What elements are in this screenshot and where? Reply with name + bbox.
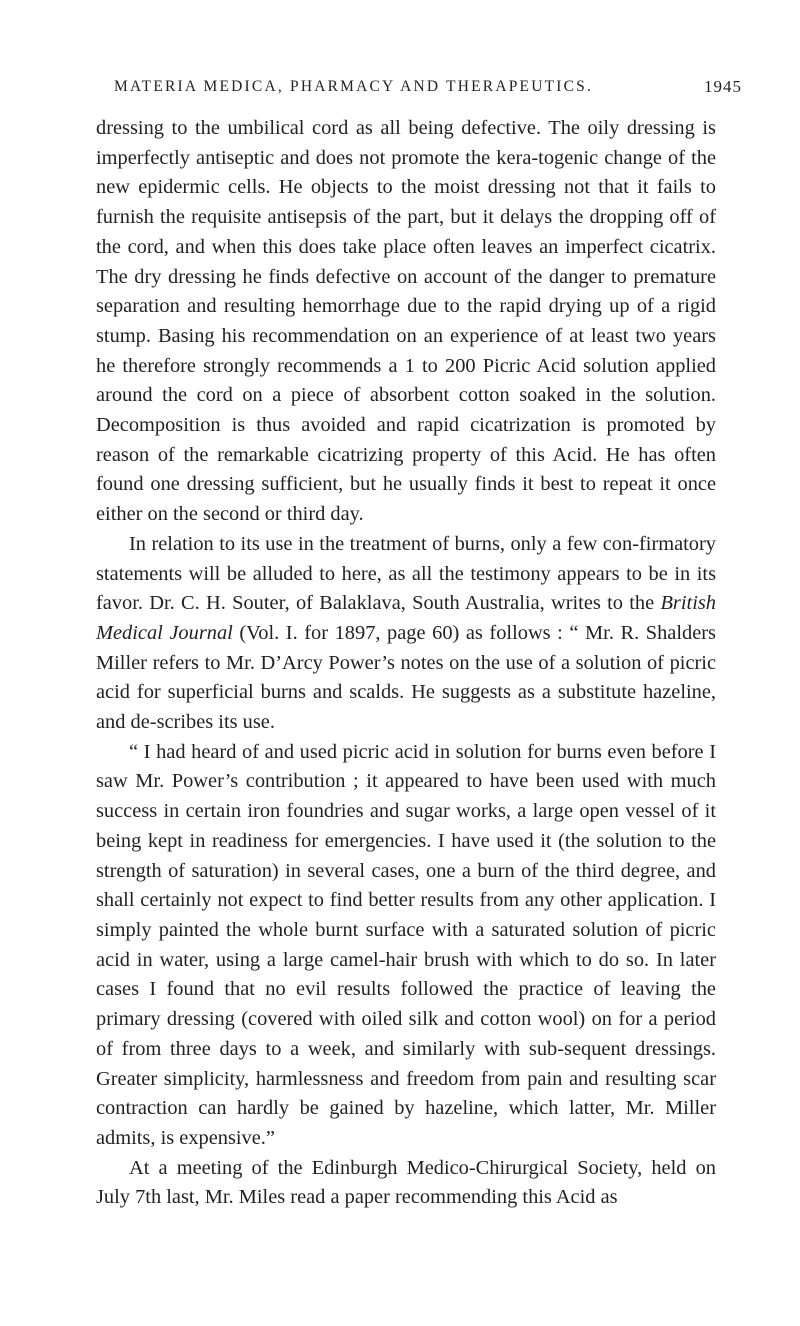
document-page xyxy=(96,72,742,1213)
paragraph-quotation: “ I had heard of and used picric acid in solution for burns even before I saw Mr. Power’s contribution ; it appeared to have been used with much success in certain iron foundries and sugar works, a large open vessel of it being kept in readiness for emergencies. I have used it (the solution to the strength of saturation) in several cases, one a burn of the third degree, and shall certainly not expect to find better results from any other application. I simply painted the whole burnt surface with a saturated solution of picric acid in water, using a large camel-hair brush with which to do so. In later cases I found that no evil results followed the practice of leaving the primary dressing (covered with oiled silk and cotton wool) on for a period of from three days to a week, and similarly with sub-sequent dressings. Greater simplicity, harmlessness and freedom from pain and resulting scar contraction can hardly be gained by hazeline, which latter, Mr. Miller admits, is expensive.” xyxy=(96,740,716,1149)
running-head-title: MATERIA MEDICA, PHARMACY AND THERAPEUTICS. xyxy=(114,78,594,95)
running-head xyxy=(96,72,742,108)
paragraph-burns-before: In relation to its use in the treatment of burns, only a few con-firmatory statements will be alluded to here, as all the testimony appears to be in its favor. Dr. C. H. Souter, of Balaklava, South Australia, writes to the xyxy=(96,532,716,615)
paragraph-burns-after: (Vol. I. for 1897, page 60) as follows : “ Mr. R. Shalders Miller refers to Mr. D’Arcy Power’s notes on the use of a solution of picric acid for superficial burns and scalds. He suggests as a substitute hazeline, and de-scribes its use. xyxy=(96,621,716,734)
page-number: 1945 xyxy=(704,77,742,96)
journal-title: British Medical Journal xyxy=(96,592,716,644)
body-text xyxy=(96,114,716,1213)
paragraph-umbilical-cord: dressing to the umbilical cord as all being defective. The oily dressing is imperfectly antiseptic and does not promote the kera-togenic change of the new epidermic cells. He objects to the moist dressing not that it fails to furnish the requisite antisepsis of the part, but it delays the dropping off of the cord, and when this does take place often leaves an imperfect cicatrix. The dry dressing he finds defective on account of the danger to premature separation and resulting hemorrhage due to the rapid drying up of a rigid stump. Basing his recommendation on an experience of at least two years he therefore strongly recommends a 1 to 200 Picric Acid solution applied around the cord on a piece of absorbent cotton soaked in the solution. Decomposition is thus avoided and rapid cicatrization is promoted by reason of the remarkable cicatrizing property of this Acid. He has often found one dressing sufficient, but he usually finds it best to repeat it once either on the second or third day. xyxy=(96,117,716,526)
paragraph-edinburgh-meeting: At a meeting of the Edinburgh Medico-Chirurgical Society, held on July 7th last, Mr. Miles read a paper recommending this Acid as xyxy=(96,1156,716,1209)
paragraph-burns xyxy=(96,530,716,738)
